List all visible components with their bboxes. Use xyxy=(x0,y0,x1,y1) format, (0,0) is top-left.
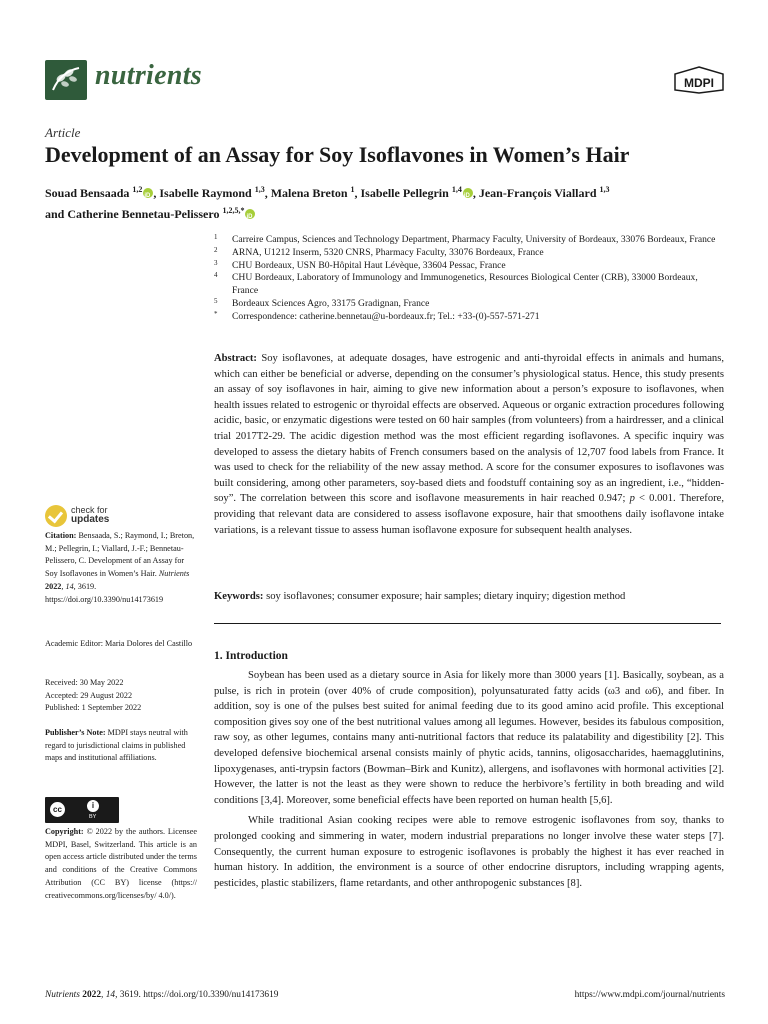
journal-logo-icon xyxy=(45,60,87,100)
affiliation-item xyxy=(214,260,724,273)
author-affil-sup: 1,4 xyxy=(451,185,462,194)
affiliation-num: 5 xyxy=(214,296,218,305)
publication-dates xyxy=(45,677,197,715)
correspondence-text[interactable]: Correspondence: catherine.bennetau@u-bordeaux.fr; Tel.: +33-(0)-557-571-271 xyxy=(232,310,540,322)
article-type: Article xyxy=(45,125,81,140)
author-affil-sup: 1,2 xyxy=(132,185,143,194)
copyright-text: © 2022 by the authors. Licensee MDPI, Basel, Switzerland. This article is an open access article distributed under the terms and conditions of the Creative Commons Attribution (CC BY) license (https:// creativecommons.org/licenses/by/ 4.0/). xyxy=(45,827,198,900)
abstract-text: Soy isoflavones, at adequate dosages, have estrogenic and anti-thyroidal effects in animals and humans, which can either be beneficial or adverse, depending on the consumer’s physiological status. Hence, this study presents an assay of soy isoflavones in hair, aiming to give new information about a person’s exposure to isoflavones, when health issues related to estrogenic or thyroidal effects are observed. Aqueous or organic extraction procedures following acidic, basic, or enzymatic digestions were tested on 60 hair samples (from volunteers) from a hairdresser, and a clinical trial 2017T2-29. The acidic digestion method was the most efficient regarding isoflavones. A specific inquiry was developed to assess the dietary habits of French consumers based on the analysis of 12,707 food labels from France. It was used to check for the reliability of the new assay method. A score for the consumer exposures to isoflavones was built considering, among other parameters, soy-based diets and foodstuff containing soy as an ingredient, i.e., “hidden-soy”. The correlation between this score and isoflavone measurements in hair reached 0.947; xyxy=(214,353,724,505)
footer-journal-url[interactable]: https://www.mdpi.com/journal/nutrients xyxy=(574,990,725,1000)
author-affil-sup: 1,3 xyxy=(254,185,265,194)
abstract-label: Abstract: xyxy=(214,353,257,364)
author-name[interactable]: Isabelle Raymond xyxy=(159,186,252,200)
p-symbol: p xyxy=(629,493,635,505)
citation-journal: Nutrients xyxy=(158,569,190,579)
page-footer xyxy=(45,990,725,1000)
affiliation-num: 2 xyxy=(214,245,218,254)
orcid-icon[interactable] xyxy=(143,188,153,198)
copyright-label: Copyright: xyxy=(45,827,84,836)
check-line1: check for xyxy=(71,505,108,515)
section-heading: 1. Introduction xyxy=(214,650,288,662)
affiliation-text: Bordeaux Sciences Agro, 33175 Gradignan, France xyxy=(232,297,430,309)
affiliation-item xyxy=(214,272,724,298)
accepted-date: Accepted: 29 August 2022 xyxy=(45,690,133,700)
cc-icon xyxy=(48,800,67,819)
author-name[interactable]: Catherine Bennetau-Pelissero xyxy=(67,207,220,221)
check-updates-label xyxy=(71,505,109,525)
mdpi-logo xyxy=(673,66,725,94)
publisher-note xyxy=(45,727,197,765)
author-affil-sup: 1,2,5,* xyxy=(222,206,245,215)
footer-citation: Nutrients 2022, 14, 3619. https://doi.org/10.3390/nu14173619 xyxy=(45,990,279,1000)
keywords-text: soy isoflavones; consumer exposure; hair samples; dietary inquiry; digestion method xyxy=(266,591,626,602)
received-date: Received: 30 May 2022 xyxy=(45,678,124,687)
check-for-updates-button[interactable] xyxy=(45,503,175,529)
citation-text: Bensaada, S.; Raymond, I.; Breton, M.; Pellegrin, I.; Viallard, J.-F.; Bennetau-Pelissero, C. Development of an Assay for Soy Isoflavones in Women’s Hair. xyxy=(45,531,195,579)
affiliations xyxy=(214,234,724,324)
publisher-note-label: Publisher’s Note: xyxy=(45,728,106,737)
mdpi-text: MDPI xyxy=(684,76,714,90)
affiliation-item xyxy=(214,298,724,311)
footer-journal: Nutrients xyxy=(45,990,80,1000)
citation-label: Citation: xyxy=(45,531,77,540)
by-glyph: i xyxy=(91,801,95,810)
footer-volume: 14 xyxy=(105,990,116,1000)
citation-doi-link[interactable]: 3619. https://doi.org/10.3390/nu14173619 xyxy=(45,581,164,604)
affiliation-num: 4 xyxy=(214,271,218,280)
publisher-note-text: MDPI stays neutral with regard to jurisdictional claims in published maps and institutional affiliations. xyxy=(45,728,188,763)
footer-year: 2022 xyxy=(82,990,101,1000)
affiliation-text: ARNA, U1212 Inserm, 5320 CNRS, Pharmacy Faculty, 33076 Bordeaux, France xyxy=(232,246,544,258)
journal-name: nutrients xyxy=(95,60,202,91)
affiliation-text: CHU Bordeaux, USN B0-Hôpital Haut Lévèque, 33604 Pessac, France xyxy=(232,259,506,271)
citation-year: 2022 xyxy=(45,581,62,591)
author-name[interactable]: Jean-François Viallard xyxy=(478,186,597,200)
author-name[interactable]: Souad Bensaada xyxy=(45,186,130,200)
affiliation-text: CHU Bordeaux, Laboratory of Immunology and Immunogenetics, Resources Biological Center (CRB), 33000 Bordeaux, France xyxy=(232,272,698,297)
copyright-block xyxy=(45,826,197,902)
by-person-icon xyxy=(85,798,101,814)
citation-volume: 14 xyxy=(65,581,74,591)
keywords-label: Keywords: xyxy=(214,591,264,602)
academic-editor: Academic Editor: Maria Dolores del Castillo xyxy=(45,639,193,648)
section-divider xyxy=(214,623,721,624)
author-name[interactable]: Malena Breton xyxy=(270,186,348,200)
keywords xyxy=(214,589,724,605)
paragraph: Soybean has been used as a dietary source in Asia for likely more than 3000 years [1]. Basically, soybean, as a pulse, is rich in protein (over 40% of crude composition), polyunsaturated fatty acids (ω3 and ω6), and fiber. In addition, soy is one of the pulses best suited for animal feeding due to its good amino acid profile. This exceptional composition gives soy one of the best nutritional values among all legumes. However, besides its fabulous composition, raw soy, as other legumes, contains many anti-nutritional factors that reduce its palatability and digestibility [2]. This developed defensive biochemical arsenal consists mainly of phytic acids, tannins, oligosaccharides, haemagglutinins, lipoxygenases, anti-trypsin factors (Bowman–Birk and Kunitz), allergens, and isoflavones with hormonal activities [2]. However, the latter is not the least as they were shown to reduce the herbivore’s fertility in both breading and wild conditions [3,4]. Moreover, some beneficial effects have been reported on human health [5,6]. xyxy=(214,670,724,806)
cc-by-license-badge[interactable] xyxy=(45,797,119,823)
citation-block: Citation: Bensaada, S.; Raymond, I.; Breton, M.; Pellegrin, I.; Viallard, J.-F.; Bennetau-Pelissero, C. Development of an Assay for Soy Isoflavones in Women’s Hair. Nutrients 2022, 14, 3619. https://doi.org/10.3390/nu14173619 xyxy=(45,531,195,604)
author-list: Souad Bensaada $^{1,2}$iD , Isabelle Raymond $^{1,3}$, Malena Breton $^1$, Isabelle Pellegrin $^{1,4}$iD , Jean-François Viallard $^{1,3}$ and Catherine Bennetau-Pelissero $^{1,2,5,*}$iD xyxy=(45,181,735,223)
cc-by-text: BY xyxy=(89,814,97,820)
check-updates-icon xyxy=(45,505,67,527)
author-name[interactable]: Isabelle Pellegrin xyxy=(360,186,449,200)
affiliation-item xyxy=(214,234,724,247)
article-title: Development of an Assay for Soy Isoflavones in Women’s Hair xyxy=(45,142,630,167)
check-line2: updates xyxy=(71,514,110,525)
affiliation-num: * xyxy=(214,309,218,318)
abstract-text-end: < 0.001. Therefore, providing that relevant data are considered to assess isoflavone exposure, hair that smoothens daily isoflavone intake variations, is a relevant tissue to assess human isoflavone exposure for subsequent health analyses. xyxy=(214,493,724,536)
affiliation-num: 3 xyxy=(214,258,218,267)
correspondence xyxy=(214,311,724,324)
paragraph: While traditional Asian cooking recipes were able to remove estrogenic isoflavones from soy, thanks to prolonged cooking and simmering in water, modern industrial preparations no longer involve these water steps [7]. Consequently, the current human exposure to estrogenic isoflavones is probably the highest it has ever reached in human history. In addition, the environment is a source of other endocrine disruptors, including wrapping agents, pesticides, plastic stabilizers, flame retardants, and other anthropogenic substances [8]. xyxy=(214,815,724,889)
journal-header xyxy=(45,58,725,102)
affiliation-item xyxy=(214,247,724,260)
affiliation-num: 1 xyxy=(214,233,218,241)
introduction-body xyxy=(214,668,724,891)
orcid-icon[interactable] xyxy=(245,209,255,219)
author-affil-sup: 1 xyxy=(350,185,355,194)
footer-doi[interactable]: , 3619. https://doi.org/10.3390/nu14173619 xyxy=(115,990,279,1000)
published-date: Published: 1 September 2022 xyxy=(45,703,142,713)
abstract xyxy=(214,351,724,538)
cc-glyph: cc xyxy=(53,805,62,814)
affiliation-text: Carreire Campus, Sciences and Technology Department, Pharmacy Faculty, University of Bordeaux, 33076 Bordeaux, France xyxy=(232,234,716,245)
author-affil-sup: 1,3 xyxy=(599,185,610,194)
orcid-icon[interactable] xyxy=(463,188,473,198)
